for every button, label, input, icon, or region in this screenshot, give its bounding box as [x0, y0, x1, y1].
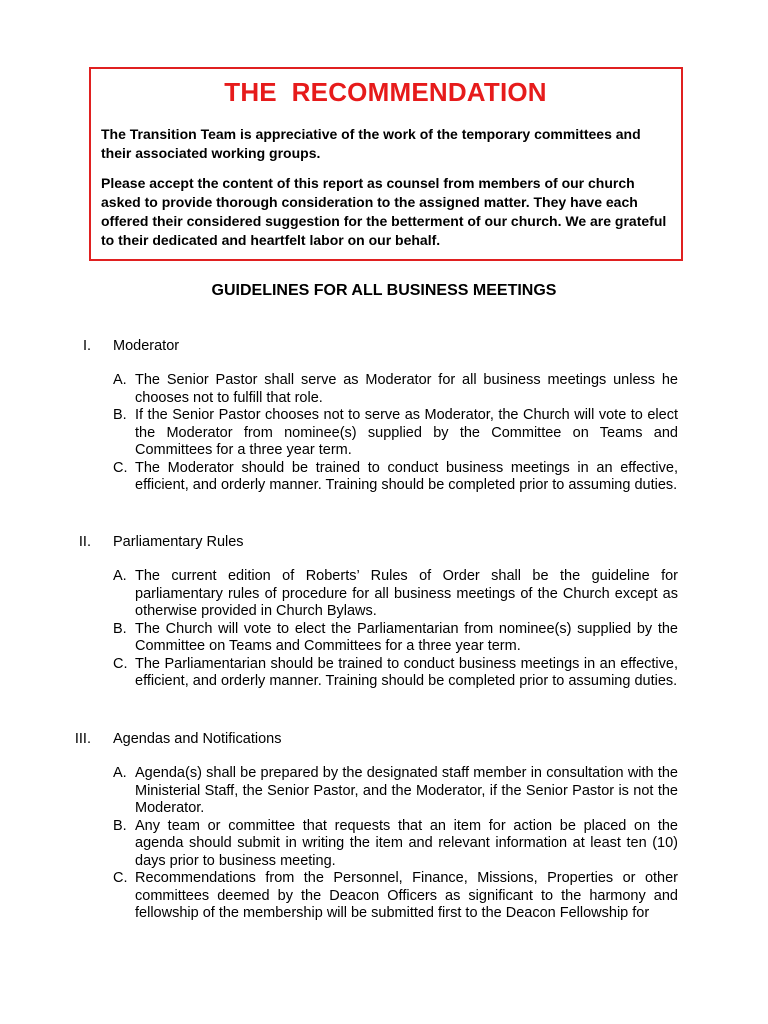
section-title: Parliamentary Rules	[113, 534, 244, 550]
section-number: II.	[78, 534, 91, 550]
item-letter: B.	[113, 407, 127, 423]
section-parliamentary-rules	[0, 532, 768, 691]
item-text: The Senior Pastor shall serve as Moderator for all business meetings unless he chooses not to fulfill that role.	[135, 372, 678, 406]
section-heading	[0, 729, 768, 749]
guidelines-title: GUIDELINES FOR ALL BUSINESS MEETINGS	[211, 282, 557, 299]
list-item	[0, 407, 678, 460]
item-letter: C.	[113, 459, 128, 476]
item-text: The Church will vote to elect the Parliamentarian from nominee(s) supplied by the Committee on Teams and Committees for a three year term.	[135, 620, 678, 654]
list-item	[0, 568, 678, 621]
item-text: Recommendations from the Personnel, Finance, Missions, Properties or other committees deemed by the Deacon Officers as significant to the harmony and fellowship of the membership will be submitted first to the Deacon Fellowship for	[135, 870, 678, 921]
list-item	[0, 870, 678, 923]
item-letter: B.	[113, 817, 127, 834]
section-heading	[0, 336, 768, 356]
list-item	[0, 621, 678, 656]
recommendation-paragraph: Please accept the content of this report as counsel from members of our church asked to provide thorough consideration to the assigned matter. They have each offered their considered suggestion for the betterment of our church. We are grateful to their dedicated and heartfelt labor on our behalf.	[101, 175, 667, 248]
section-title: Moderator	[113, 338, 180, 354]
section-item-list	[0, 765, 768, 923]
list-item	[0, 818, 678, 871]
item-letter: A.	[113, 568, 127, 584]
list-item	[0, 656, 678, 691]
recommendation-title: THE RECOMMENDATION	[224, 77, 547, 107]
section-agendas-notifications	[0, 729, 768, 923]
item-text: Agenda(s) shall be prepared by the designated staff member in consultation with the Ministerial Staff, the Senior Pastor, and the Moderator, if the Senior Pastor is not the Moderator.	[135, 765, 678, 816]
recommendation-paragraph: The Transition Team is appreciative of the work of the temporary committees and their associated working groups.	[101, 126, 641, 161]
section-item-list	[0, 372, 768, 495]
list-item	[0, 460, 678, 495]
item-text: The Parliamentarian should be trained to conduct business meetings in an effective, efficient, and orderly manner. Training should be completed prior to assuming duties.	[135, 655, 678, 689]
item-text: Any team or committee that requests that an item for action be placed on the agenda should submit in writing the item and relevant information at least ten (10) days prior to business meeting.	[135, 817, 678, 869]
item-letter: C.	[113, 655, 128, 672]
item-text: If the Senior Pastor chooses not to serve as Moderator, the Church will vote to elect the Moderator from nominee(s) supplied by the Committee on Teams and Committees for a three year term.	[135, 407, 678, 458]
section-heading	[0, 532, 768, 552]
section-item-list	[0, 568, 768, 691]
item-letter: B.	[113, 620, 127, 637]
item-letter: A.	[113, 372, 127, 388]
section-number: I.	[82, 338, 91, 354]
section-number: III.	[74, 731, 91, 747]
list-item	[0, 372, 678, 407]
item-letter: A.	[113, 765, 127, 781]
item-text: The current edition of Roberts’ Rules of Order shall be the guideline for parliamentary rules of procedure for all business meetings of the Church except as otherwise provided in Church Bylaws.	[135, 568, 678, 619]
list-item	[0, 765, 678, 818]
recommendation-box	[89, 67, 683, 261]
section-moderator	[0, 336, 768, 495]
item-letter: C.	[113, 870, 128, 886]
section-title: Agendas and Notifications	[113, 731, 282, 747]
item-text: The Moderator should be trained to conduct business meetings in an effective, efficient, and orderly manner. Training should be completed prior to assuming duties.	[135, 459, 678, 493]
